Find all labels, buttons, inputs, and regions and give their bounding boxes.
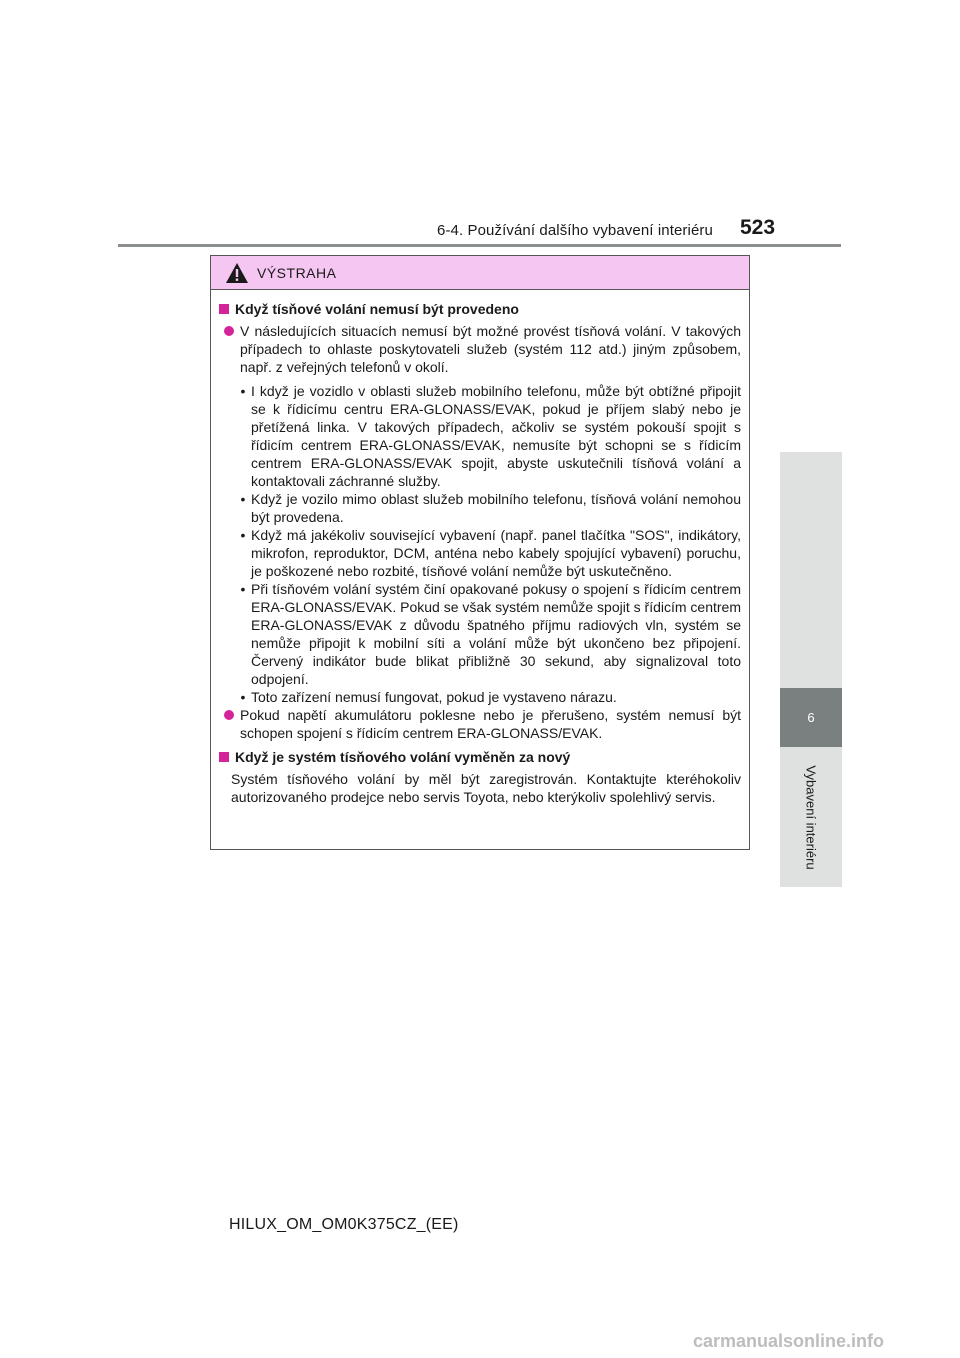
watermark: carmanualsonline.info: [693, 1331, 885, 1351]
document-code: HILUX_OM_OM0K375CZ_(EE): [229, 1216, 459, 1233]
section-heading: [219, 748, 741, 766]
header-divider: [118, 244, 841, 247]
warning-triangle-icon: [225, 262, 249, 284]
paragraph: [219, 322, 741, 376]
chapter-tab: [780, 688, 842, 747]
chapter-label: Vybavení interiéru: [803, 764, 819, 870]
list-item: • Při tísňovém volání systém činí opakované pokusy o spojení s řídicím centrem ERA-GLONASS/EVAK. Pokud se však systém nemůže spojit s řídicím centrem ERA-GLONASS/EVAK z důvodu špatného příjmu radiových vln, systém se nemůže připojit k mobilní síti a volání může být ukončeno bez připojení. Červený indikátor bude blikat přibližně 30 sekund, aby signalizoval toto odpojení.: [240, 581, 741, 687]
warning-title: VÝSTRAHA: [257, 264, 337, 281]
paragraph-text: V následujících situacích nemusí být možné provést tísňová volání. V takových případech to ohlaste poskytovateli služeb (systém 112 atd.) jiným způsobem, např. z veřejných telefonů v okolí.: [240, 323, 741, 375]
warning-header: [211, 256, 749, 290]
list-item-text: I když je vozidlo v oblasti služeb mobilního telefonu, může být obtížné připojit se k řídicímu centru ERA-GLONASS/EVAK, pokud je příjem slabý nebo je přetížená linka. V takových případech, ačkoliv se systém pokouší spojit s řídicím centrem ERA-GLONASS/EVAK, nemusíte být schopni se s řídicím centrem ERA-GLONASS/EVAK spojit, abyste uskutečnili tísňová volání a kontaktovali záchranné služby.: [251, 383, 741, 489]
chapter-label-container: [800, 752, 822, 882]
section-heading-text: Když je systém tísňového volání vyměněn za nový: [235, 749, 571, 765]
paragraph-text: Systém tísňového volání by měl být zaregistrován. Kontaktujte kteréhokoliv autorizovaného prodejce nebo servis Toyota, nebo kterýkoliv spolehlivý servis.: [231, 771, 741, 805]
list-item-text: Když má jakékoliv související vybavení (např. panel tlačítka "SOS", indikátory, mikrofon, reproduktor, DCM, anténa nebo kabely spojující vybavení) poruchu, je poškozené nebo rozbité, tísňové volání nemůže být uskutečněno.: [251, 527, 741, 579]
list-item: • I když je vozidlo v oblasti služeb mobilního telefonu, může být obtížné připojit se k řídicímu centru ERA-GLONASS/EVAK, pokud je příjem slabý nebo je přetížená linka. V takových případech, ačkoliv se systém pokouší spojit s řídicím centrem ERA-GLONASS/EVAK, nemusíte být schopni se s řídicím centrem ERA-GLONASS/EVAK spojit, abyste uskutečnili tísňová volání a kontaktovali záchranné služby.: [240, 383, 741, 489]
bullet-list: [235, 382, 741, 706]
side-tab-strip: [780, 452, 842, 688]
square-bullet-icon: [219, 752, 229, 762]
chapter-number: 6: [807, 710, 815, 725]
section-heading: [219, 300, 741, 318]
dot-bullet-icon: [224, 710, 234, 720]
warning-box: [210, 255, 750, 850]
paragraph-text: Pokud napětí akumulátoru poklesne nebo je přerušeno, systém nemusí být schopen spojení s řídicím centrem ERA-GLONASS/EVAK.: [240, 707, 741, 741]
dot-bullet-icon: [224, 326, 234, 336]
paragraph: [219, 706, 741, 742]
warning-body: [211, 290, 749, 806]
section-title: 6-4. Používání dalšího vybavení interiéru: [437, 222, 713, 239]
list-item-text: Při tísňovém volání systém činí opakované pokusy o spojení s řídicím centrem ERA-GLONASS/EVAK. Pokud se však systém nemůže spojit s řídicím centrem ERA-GLONASS/EVAK z důvodu špatného příjmu radiových vln, systém se nemůže připojit k mobilní síti a volání může být ukončeno bez připojení. Červený indikátor bude blikat přibližně 30 sekund, aby signalizoval toto odpojení.: [251, 581, 741, 687]
list-item-text: Když je vozilo mimo oblast služeb mobilního telefonu, tísňová volání nemohou být provedena.: [251, 491, 741, 525]
section-heading-text: Když tísňové volání nemusí být provedeno: [235, 301, 519, 317]
page-number: 523: [740, 216, 776, 239]
list-item-text: Toto zařízení nemusí fungovat, pokud je vystaveno nárazu.: [251, 689, 617, 705]
square-bullet-icon: [219, 304, 229, 314]
list-item: • Když má jakékoliv související vybavení (např. panel tlačítka "SOS", indikátory, mikrofon, reproduktor, DCM, anténa nebo kabely spojující vybavení) poruchu, je poškozené nebo rozbité, tísňové volání nemůže být uskutečněno.: [240, 527, 741, 579]
list-item: • Toto zařízení nemusí fungovat, pokud je vystaveno nárazu.: [235, 688, 741, 706]
list-item: • Když je vozilo mimo oblast služeb mobilního telefonu, tísňová volání nemohou být provedena.: [240, 491, 741, 525]
